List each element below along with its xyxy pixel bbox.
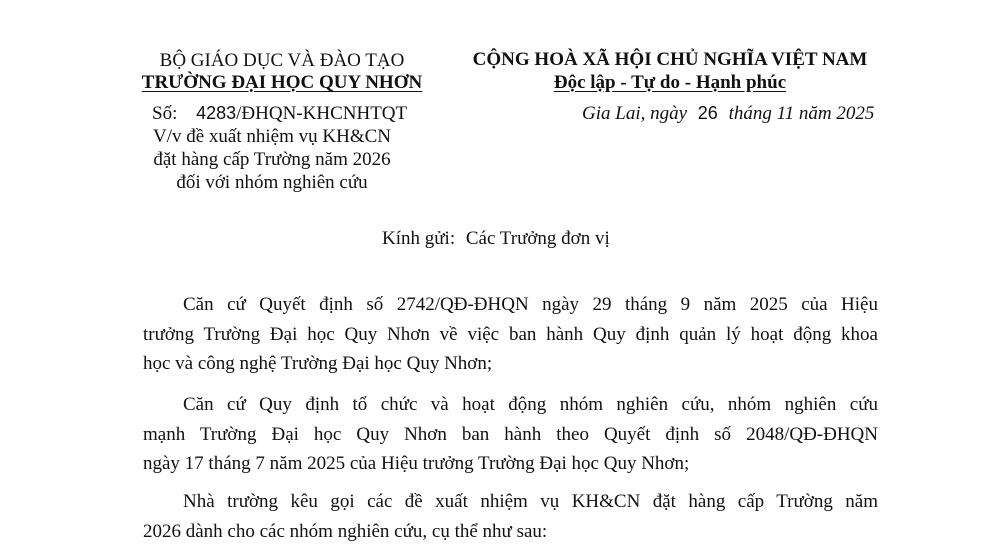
paragraph-2-line-3: ngày 17 tháng 7 năm 2025 của Hiệu trưởng Trường Đại học Quy Nhơn; — [143, 453, 690, 474]
doc-number-value: 4283 — [196, 103, 237, 123]
republic-title: CỘNG HOÀ XÃ HỘI CHỦ NGHĨA VIỆT NAM — [472, 49, 868, 70]
paragraph-legal-basis-2 — [143, 390, 878, 479]
paragraph-legal-basis-1 — [143, 290, 878, 379]
paragraph-2-line-1: Căn cứ Quy định tổ chức và hoạt động nhóm nghiên cứu, nhóm nghiên cứu — [183, 394, 878, 415]
paragraph-3-line-2: 2026 dành cho các nhóm nghiên cứu, cụ thể như sau: — [143, 520, 548, 542]
issue-date — [582, 103, 874, 125]
date-prefix: Gia Lai, ngày — [582, 103, 688, 124]
date-day: 26 — [697, 103, 718, 123]
paragraph-1-line-2: trưởng Trường Đại học Quy Nhơn về việc ban hành Quy định quản lý hoạt động khoa — [143, 323, 878, 345]
subject-line-3: đối với nhóm nghiên cứu — [176, 172, 368, 193]
university-name — [142, 72, 422, 94]
subject-line-2: đặt hàng cấp Trường năm 2026 — [153, 149, 391, 170]
doc-number-prefix: Số: — [152, 103, 178, 124]
ministry-name: BỘ GIÁO DỤC VÀ ĐÀO TẠO — [159, 50, 405, 71]
university-name-text: TRƯỜNG ĐẠI HỌC QUY NHƠN — [141, 72, 423, 93]
document-number — [152, 103, 407, 125]
date-suffix: tháng 11 năm 2025 — [728, 103, 875, 124]
national-motto-text: Độc lập - Tự do - Hạnh phúc — [553, 72, 787, 93]
recipient-line — [382, 228, 610, 250]
paragraph-3-line-1: Nhà trường kêu gọi các đề xuất nhiệm vụ KH&CN đặt hàng cấp Trường năm — [183, 491, 878, 512]
paragraph-2-line-2: mạnh Trường Đại học Quy Nhơn ban hành theo Quyết định số 2048/QĐ-ĐHQN — [143, 423, 878, 445]
paragraph-1-line-1: Căn cứ Quyết định số 2742/QĐ-ĐHQN ngày 29 tháng 9 năm 2025 của Hiệu — [183, 294, 878, 315]
national-motto — [554, 72, 786, 94]
recipient-label: Kính gửi: — [382, 228, 456, 249]
paragraph-call-for-proposals — [143, 487, 878, 546]
doc-number-suffix: /ĐHQN-KHCNHTQT — [236, 103, 408, 124]
recipient-value: Các Trưởng đơn vị — [465, 228, 610, 249]
paragraph-1-line-3: học và công nghệ Trường Đại học Quy Nhơn; — [143, 353, 493, 374]
subject-line-1: V/v đề xuất nhiệm vụ KH&CN — [152, 126, 392, 147]
